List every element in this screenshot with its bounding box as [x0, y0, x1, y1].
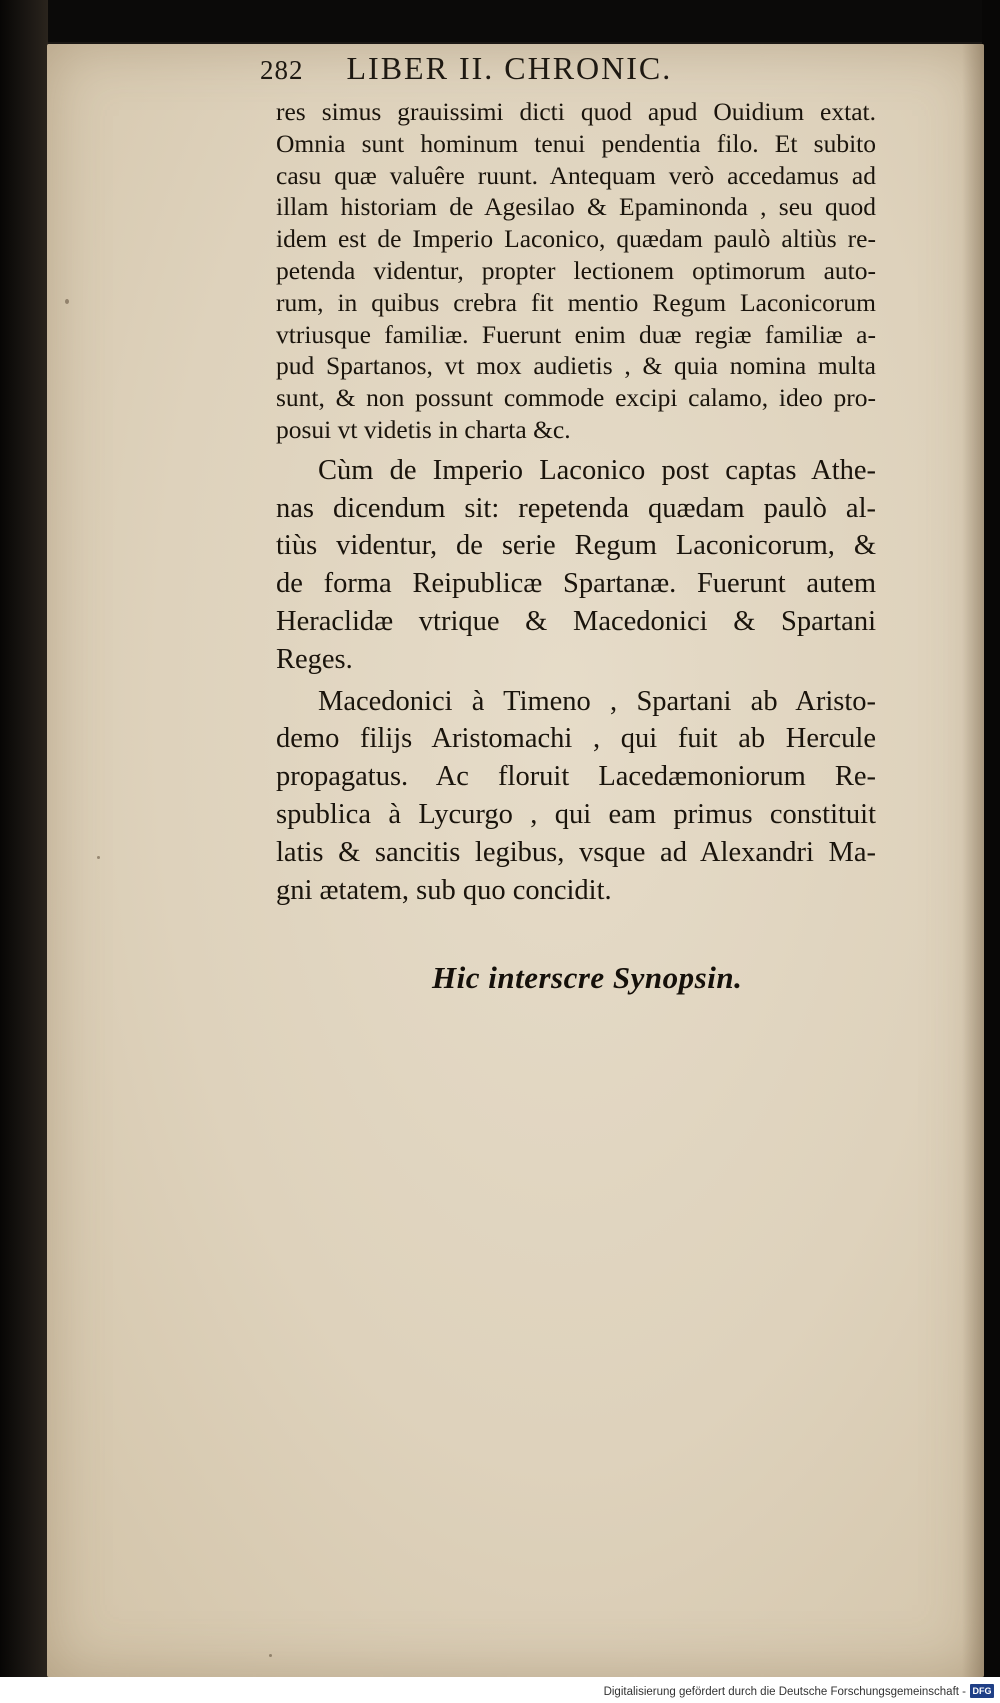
text-line: Omnia sunt hominum tenui pendentia filo. Et subito [276, 128, 876, 158]
text-line: Heraclidæ vtrique & Macedonici & Spartani [276, 605, 876, 637]
text-line: tiùs videntur, de serie Regum Laconicorum, & [276, 530, 876, 562]
footer-credit: Digitalisierung gefördert durch die Deutsche Forschungsgemeinschaft - [603, 1686, 966, 1698]
text-line: illam historiam de Agesilao & Epaminonda , seu quod [276, 192, 876, 222]
running-head: LIBER II. CHRONIC. [346, 50, 673, 86]
text-line: nas dicendum sit: repetenda quædam paulò al- [276, 492, 876, 524]
text-line: posui vt videtis in charta &c. [276, 414, 571, 444]
text-line: Reges. [276, 643, 353, 675]
scan-top-border [0, 0, 1000, 42]
page-header [260, 50, 860, 87]
dfg-logo-icon: DFG [970, 1684, 994, 1698]
text-line: spublica à Lycurgo , qui eam primus constituit [276, 798, 876, 830]
paper-speck [269, 1654, 272, 1657]
text-line: Cùm de Imperio Laconico post captas Athe- [318, 454, 876, 486]
footer-bar [0, 1677, 1000, 1703]
text-line: pud Spartanos, vt mox audietis , & quia nomina multa [276, 351, 876, 381]
paragraph-1 [276, 96, 876, 446]
text-line: res simus grauissimi dicti quod apud Ouidium extat. [276, 97, 876, 126]
paragraph-2 [276, 452, 876, 679]
text-line: sunt, & non possunt commode excipi calamo, ideo pro- [276, 383, 876, 413]
text-line: casu quæ valuêre ruunt. Antequam verò accedamus ad [276, 160, 876, 190]
paper-speck [97, 856, 100, 859]
text-line: gni ætatem, sub quo concidit. [276, 874, 612, 906]
scan-right-border [982, 0, 1000, 1703]
text-line: latis & sancitis legibus, vsque ad Alexandri Ma- [276, 836, 876, 868]
text-line: demo filijs Aristomachi , qui fuit ab Hercule [276, 723, 876, 755]
text-line: propagatus. Ac floruit Lacedæmoniorum Re- [276, 761, 876, 793]
handwritten-note: Hic interscre Synopsin. [432, 960, 743, 995]
book-gutter-shadow [0, 0, 48, 1703]
page-edge-shading [962, 44, 984, 1677]
text-line: rum, in quibus crebra fit mentio Regum Laconicorum [276, 287, 876, 317]
page-number: 282 [260, 55, 304, 85]
text-line: de forma Reipublicæ Spartanæ. Fuerunt autem [276, 568, 876, 600]
text-line: petenda videntur, propter lectionem optimorum auto- [276, 255, 876, 285]
paragraph-3 [276, 683, 876, 910]
main-text [276, 96, 876, 909]
text-line: Macedonici à Timeno , Spartani ab Aristo- [318, 685, 876, 717]
paper-speck [65, 299, 69, 304]
text-line: idem est de Imperio Laconico, quædam paulò altiùs re- [276, 224, 876, 254]
text-line: vtriusque familiæ. Fuerunt enim duæ regiæ familiæ a- [276, 319, 876, 349]
